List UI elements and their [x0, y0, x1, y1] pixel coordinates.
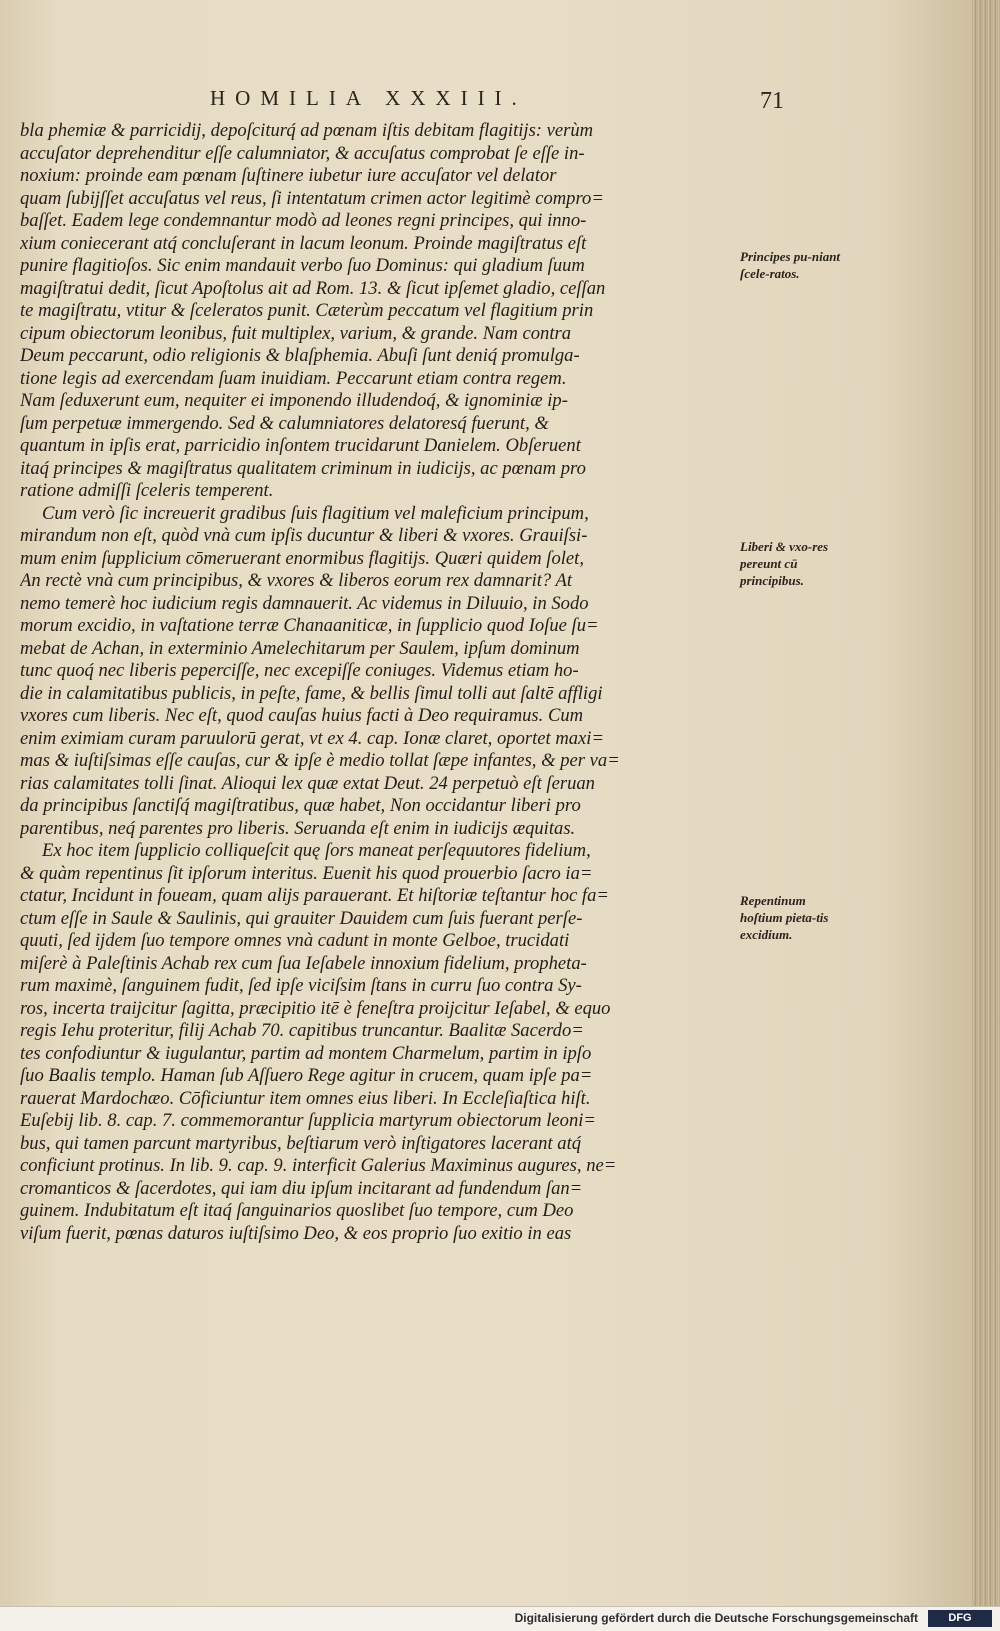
text-line: rias calamitates tolli ſinat. Alioqui lex quæ extat Deut. 24 perpetuò eſt ſeruan	[20, 772, 595, 794]
text-line: cromanticos & ſacerdotes, qui iam diu ipſum incitarant ad fundendum ſan=	[20, 1177, 583, 1199]
text-line: miſerè à Paleſtinis Achab rex cum ſua Ieſabele innoxium fidelium, propheta-	[20, 952, 587, 974]
text-line: mebat de Achan, in exterminio Amelechitarum per Saulem, ipſum dominum	[20, 637, 580, 659]
margin-note-text: Repentinum hoſtium pieta-tis excidium.	[740, 893, 829, 942]
digitization-notice: Digitalisierung gefördert durch die Deutsche Forschungsgemeinschaft	[514, 1611, 918, 1625]
text-line: da principibus ſanctiſq́ magiſtratibus, quæ habet, Non occidantur liberi pro	[20, 795, 581, 816]
running-head: HOMILIA XXXIII.	[210, 86, 527, 110]
text-line: baſſet. Eadem lege condemnantur modò ad leones regni principes, qui inno-	[20, 210, 587, 231]
text-line: bla phemiæ & parricidij, depoſciturq́ ad pœnam iſtis debitam flagitijs: verùm	[20, 120, 594, 141]
text-line: rauerat Mardochæo. Cōficiuntur item omnes eius liberi. In Eccleſiaſtica hiſt.	[20, 1087, 591, 1109]
text-line: ros, incerta traijcitur ſagitta, præcipitio itē è feneſtra proijcitur Ieſabel, & equo	[20, 997, 611, 1019]
text-line: magiſtratui dedit, ſicut Apoſtolus ait ad Rom. 13. & ſicut ipſemet gladio, ceſſan	[20, 277, 606, 299]
text-line: ſum perpetuæ immergendo. Sed & calumniatores delatoresq́ fuerunt, &	[20, 412, 549, 434]
text-line: regis Iehu proteritur, filij Achab 70. capitibus truncantur. Baalitæ Sacerdo=	[20, 1020, 584, 1041]
text-line: Nam ſeduxerunt eum, nequiter ei imponendo illudendoq́, & ignominiæ ip-	[20, 390, 568, 411]
page-header	[0, 86, 972, 120]
text-line: parentibus, neq́ parentes pro liberis. Seruanda eſt enim in iudicijs æquitas.	[20, 817, 576, 839]
text-line: quantum in ipſis erat, parricidio inſontem trucidarunt Danielem. Obſeruent	[20, 435, 581, 456]
text-line: An rectè vnà cum principibus, & vxores & liberos eorum rex damnarit? At	[20, 570, 573, 591]
margin-note-3	[740, 892, 850, 943]
text-line: ctum eſſe in Saule & Saulinis, qui grauiter Dauidem cum ſuis fuerant perſe-	[20, 907, 583, 929]
text-line: conficiunt protinus. In lib. 9. cap. 9. interficit Galerius Maximinus augures, ne=	[20, 1155, 617, 1176]
text-line: punire flagitioſos. Sic enim mandauit verbo ſuo Dominus: qui gladium ſuum	[20, 255, 585, 276]
text-line: guinem. Indubitatum eſt itaq́ ſanguinarios quoslibet ſuo tempore, cum Deo	[20, 1200, 574, 1221]
footer-bar	[0, 1606, 1000, 1631]
text-line: morum excidio, in vaſtatione terræ Chanaaniticæ, in ſupplicio quod Ioſue ſu=	[20, 615, 599, 636]
text-line: accuſator deprehenditur eſſe calumniator, & accuſatus comprobat ſe eſſe in-	[20, 142, 585, 164]
text-line: quuti, ſed ijdem ſuo tempore omnes vnà cadunt in monte Gelboe, trucidati	[20, 930, 570, 951]
page-number: 71	[760, 88, 784, 114]
text-line: xium coniecerant atq́ concluſerant in lacum leonum. Proinde magiſtratus eſt	[20, 232, 587, 254]
text-line: mirandum non eſt, quòd vnà cum ipſis ducuntur & liberi & vxores. Grauiſsi-	[20, 525, 588, 546]
text-line: te magiſtratu, vtitur & ſceleratos punit. Cæterùm peccatum vel flagitium prin	[20, 300, 594, 321]
text-line: rum maximè, ſanguinem fudit, ſed ipſe viciſsim ſtans in curru ſuo contra Sy-	[20, 975, 582, 996]
dfg-logo: DFG	[928, 1610, 992, 1627]
text-line: itaq́ principes & magiſtratus qualitatem criminum in iudicijs, ac pœnam pro	[20, 457, 586, 479]
margin-note-text: Principes pu-niant ſcele-ratos.	[740, 249, 841, 281]
text-line: die in calamitatibus publicis, in peſte, fame, & bellis ſimul tolli aut ſaltē affligi	[20, 682, 603, 704]
text-line: Euſebij lib. 8. cap. 7. commemorantur ſupplicia martyrum obiectorum leoni=	[20, 1110, 596, 1131]
text-line: nemo temerè hoc iudicium regis damnauerit. Ac videmus in Diluuio, in Sodo	[20, 592, 589, 614]
text-line: mas & iuſtiſsimas eſſe cauſas, cur & ipſe è medio tollat ſæpe infantes, & per va=	[20, 750, 620, 771]
text-line: enim eximiam curam paruulorū gerat, vt ex 4. cap. Ionæ claret, oportet maxi=	[20, 727, 605, 749]
text-line: noxium: proinde eam pœnam ſuſtinere iubetur iure accuſator vel delator	[20, 165, 557, 186]
text-line: mum enim ſupplicium cōmeruerant enormibus flagitijs. Quæri quidem ſolet,	[20, 547, 584, 569]
text-line: tione legis ad exercendam ſuam inuidiam. Peccarunt etiam contra regem.	[20, 367, 567, 389]
text-line: ſuo Baalis templo. Haman ſub Aſſuero Rege agitur in crucem, quam ipſe pa=	[20, 1065, 593, 1086]
text-line: bus, qui tamen parcunt martyribus, beſtiarum verò inſtigatores lacerant atq́	[20, 1132, 582, 1154]
text-line: Deum peccarunt, odio religionis & blaſphemia. Abuſi ſunt deniq́ promulga-	[20, 345, 580, 366]
book-page-edges	[972, 0, 1000, 1606]
text-line: & quàm repentinus ſit ipſorum interitus. Euenit his quod prouerbio ſacro ia=	[20, 862, 593, 884]
text-line: vxores cum liberis. Nec eſt, quod cauſas huius facti à Deo requiramus. Cum	[20, 705, 584, 726]
text-line: viſum fuerit, pœnas daturos iuſtiſsimo Deo, & eos proprio ſuo exitio in eas	[20, 1222, 572, 1244]
margin-note-2	[740, 538, 850, 589]
text-line: tunc quoq́ nec liberis peperciſſe, nec excepiſſe coniuges. Videmus etiam ho-	[20, 660, 579, 681]
margin-note-1	[740, 248, 850, 282]
text-line: ctatur, Incidunt in foueam, quam alijs parauerant. Et hiſtoriæ teſtantur hoc fa=	[20, 885, 609, 906]
text-line: quam ſubijſſet accuſatus vel reus, ſi intentatum crimen actor legitimè compro=	[20, 187, 604, 209]
text-line: Cum verò ſic increuerit gradibus ſuis flagitium vel maleficium principum,	[42, 502, 589, 524]
text-line: tes confodiuntur & iugulantur, partim ad montem Charmelum, partim in ipſo	[20, 1042, 592, 1064]
text-line: cipum obiectorum leonibus, fuit multiplex, varium, & grande. Nam contra	[20, 322, 572, 344]
body-text	[20, 120, 735, 1245]
margin-note-text: Liberi & vxo-res pereunt cū principibus.	[740, 539, 829, 588]
text-line: ratione admiſſi ſceleris temperent.	[20, 480, 274, 501]
text-line: Ex hoc item ſupplicio colliqueſcit quę ſors maneat perſequutores fidelium,	[42, 840, 591, 861]
